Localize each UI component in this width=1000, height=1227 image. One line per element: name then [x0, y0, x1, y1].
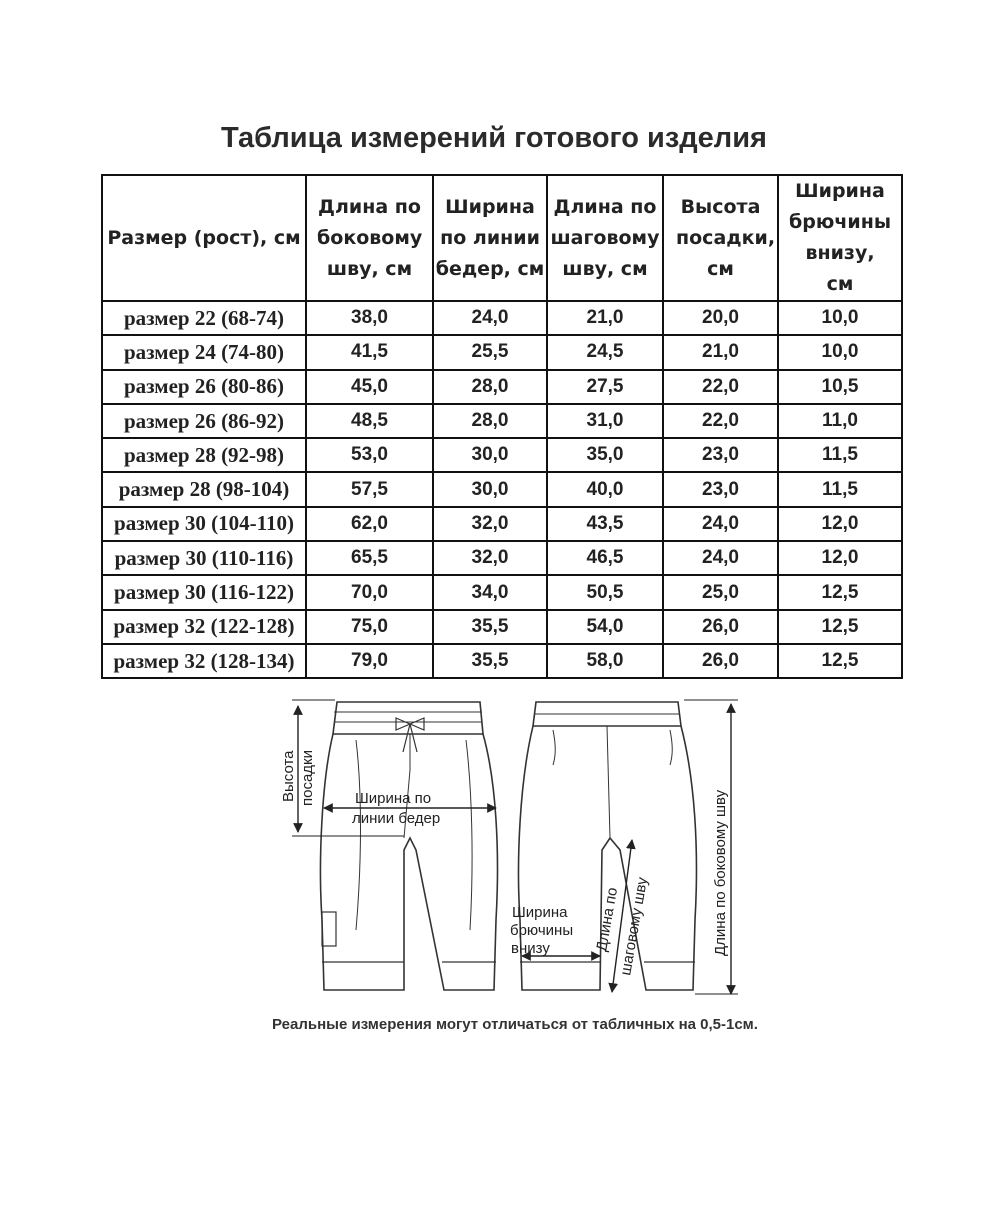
measurement-cell: 26,0 [663, 644, 778, 678]
label-side-seam: Длина по боковому шву [712, 789, 729, 956]
measurement-cell: 12,5 [778, 610, 902, 644]
measurement-cell: 32,0 [433, 507, 547, 541]
measurement-cell: 12,0 [778, 507, 902, 541]
size-cell: размер 28 (98-104) [102, 472, 306, 506]
table-header-row [102, 175, 902, 301]
measurement-cell: 12,5 [778, 644, 902, 678]
measurement-cell: 28,0 [433, 370, 547, 404]
measurement-cell: 62,0 [306, 507, 433, 541]
label-seat-height-line2: посадки [299, 749, 316, 806]
size-cell: размер 28 (92-98) [102, 438, 306, 472]
size-cell: размер 26 (80-86) [102, 370, 306, 404]
size-cell: размер 32 (122-128) [102, 610, 306, 644]
measurement-cell: 27,5 [547, 370, 663, 404]
measurement-cell: 35,5 [433, 644, 547, 678]
measurement-cell: 25,5 [433, 335, 547, 369]
front-trousers-drawing [320, 702, 497, 990]
measurement-cell: 41,5 [306, 335, 433, 369]
header-seat-height: Высота посадки, см [663, 175, 778, 301]
measurement-cell: 22,0 [663, 370, 778, 404]
size-cell: размер 30 (110-116) [102, 541, 306, 575]
measurement-cell: 75,0 [306, 610, 433, 644]
measurement-cell: 23,0 [663, 438, 778, 472]
measurement-cell: 79,0 [306, 644, 433, 678]
header-size: Размер (рост), см [102, 175, 306, 301]
label-inseam-line1: Длина по [593, 886, 622, 953]
header-side-seam: Длина по боковому шву, см [306, 175, 433, 301]
size-cell: размер 22 (68-74) [102, 301, 306, 335]
header-inseam: Длина по шаговому шву, см [547, 175, 663, 301]
measurement-cell: 24,5 [547, 335, 663, 369]
measurement-cell: 12,0 [778, 541, 902, 575]
label-hem-width-line3: внизу [511, 940, 550, 957]
measurement-cell: 20,0 [663, 301, 778, 335]
measurement-cell: 43,5 [547, 507, 663, 541]
measurement-cell: 38,0 [306, 301, 433, 335]
table-row [102, 472, 902, 506]
trousers-diagram [0, 690, 1000, 1010]
table-row [102, 438, 902, 472]
measurement-cell: 34,0 [433, 575, 547, 609]
measurement-cell: 28,0 [433, 404, 547, 438]
measurement-cell: 22,0 [663, 404, 778, 438]
measurement-cell: 11,0 [778, 404, 902, 438]
label-seat-height-line1: Высота [280, 750, 297, 802]
measurement-cell: 53,0 [306, 438, 433, 472]
measurement-cell: 21,0 [547, 301, 663, 335]
measurement-cell: 10,0 [778, 335, 902, 369]
measurement-cell: 25,0 [663, 575, 778, 609]
header-hip-width: Ширина по линии бедер, см [433, 175, 547, 301]
footnote: Реальные измерения могут отличаться от табличных на 0,5-1см. [272, 1016, 758, 1033]
measurement-cell: 10,0 [778, 301, 902, 335]
measurement-cell: 40,0 [547, 472, 663, 506]
header-hem-width: Ширина брючины внизу, см [778, 175, 902, 301]
measurement-cell: 10,5 [778, 370, 902, 404]
size-cell: размер 26 (86-92) [102, 404, 306, 438]
label-hem-width-line2: брючины [510, 922, 574, 939]
measurement-cell: 65,5 [306, 541, 433, 575]
table-row [102, 644, 902, 678]
size-table [101, 174, 903, 679]
measurement-cell: 48,5 [306, 404, 433, 438]
table-row [102, 301, 902, 335]
measurement-cell: 31,0 [547, 404, 663, 438]
size-cell: размер 30 (116-122) [102, 575, 306, 609]
measurement-cell: 35,5 [433, 610, 547, 644]
measurement-cell: 45,0 [306, 370, 433, 404]
label-hem-width-line1: Ширина [512, 904, 568, 921]
label-inseam-line2: шаговому шву [617, 875, 652, 977]
measurement-cell: 50,5 [547, 575, 663, 609]
table-row [102, 335, 902, 369]
size-cell: размер 30 (104-110) [102, 507, 306, 541]
table-row [102, 575, 902, 609]
page-title: Таблица измерений готового изделия [221, 122, 767, 154]
measurement-cell: 57,5 [306, 472, 433, 506]
measurement-cell: 21,0 [663, 335, 778, 369]
table-row [102, 370, 902, 404]
measurement-cell: 11,5 [778, 438, 902, 472]
table-row [102, 541, 902, 575]
measurement-cell: 24,0 [663, 541, 778, 575]
measurement-cell: 35,0 [547, 438, 663, 472]
measurement-cell: 30,0 [433, 438, 547, 472]
measurement-cell: 26,0 [663, 610, 778, 644]
measurement-cell: 70,0 [306, 575, 433, 609]
table-row [102, 610, 902, 644]
measurement-cell: 46,5 [547, 541, 663, 575]
label-hip-width-line1: Ширина по [355, 790, 432, 807]
measurement-cell: 30,0 [433, 472, 547, 506]
label-hip-width-line2: линии бедер [352, 810, 441, 827]
size-cell: размер 24 (74-80) [102, 335, 306, 369]
measurement-cell: 24,0 [433, 301, 547, 335]
measurement-cell: 54,0 [547, 610, 663, 644]
measurement-cell: 11,5 [778, 472, 902, 506]
measurement-cell: 24,0 [663, 507, 778, 541]
measurement-cell: 12,5 [778, 575, 902, 609]
size-cell: размер 32 (128-134) [102, 644, 306, 678]
measurement-cell: 32,0 [433, 541, 547, 575]
measurement-cell: 58,0 [547, 644, 663, 678]
table-row [102, 404, 902, 438]
table-row [102, 507, 902, 541]
measurement-cell: 23,0 [663, 472, 778, 506]
